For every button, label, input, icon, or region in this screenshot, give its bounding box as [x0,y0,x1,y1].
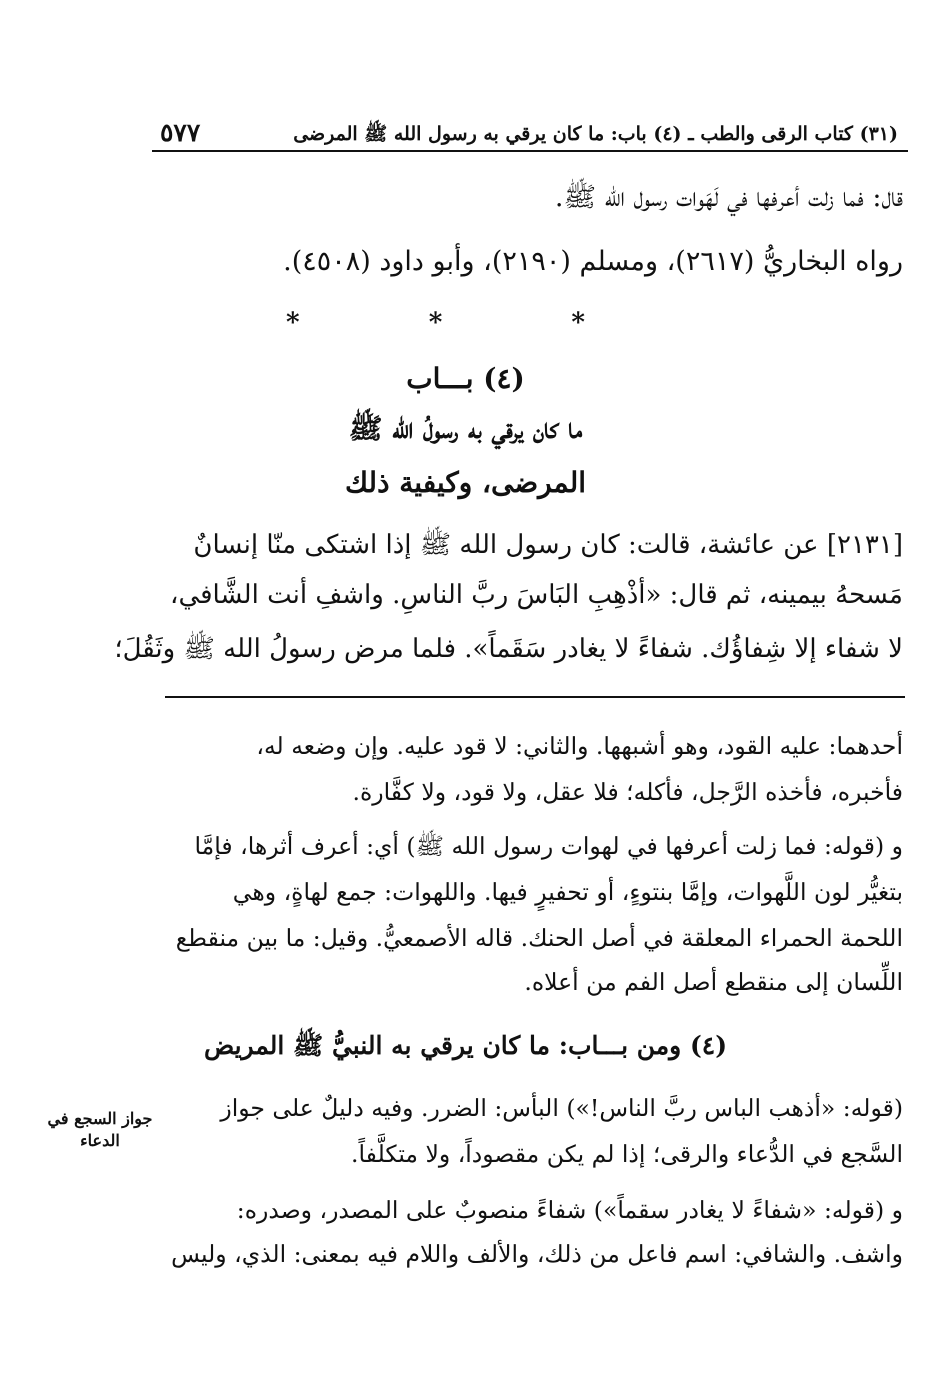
commentary-p2-line-2: بتغيُّر لون اللَّهوات، وإمَّا بنتوءٍ، أو تحفيرٍ فيها. واللهوات: جمع لهاةٍ، وهي [232,878,903,906]
header-rule [152,150,908,152]
commentary-p4-line-1: و (قوله: «شفاءً لا يغادر سقماً») شفاءً منصوبٌ على المصدر، وصدره: [236,1196,903,1224]
commentary-p3-line-2: السَّجع في الدُّعاء والرقى؛ إذا لم يكن مقصوداً، ولا متكلَّفاً. [351,1140,903,1168]
commentary-p4-line-2: واشف. والشافي: اسم فاعل من ذلك، والألف واللام فيه بمعنى: الذي، وليس [171,1240,903,1268]
commentary-p2-line-3: اللحمة الحمراء المعلقة في أصل الحنك. قاله الأصمعيُّ. وقيل: ما بين منقطع [175,924,903,952]
chapter-title-line-1: ما كان يرقي به رسولُ الله ﷺ [348,412,583,445]
running-header [152,112,908,152]
margin-note [40,1108,160,1152]
commentary-p2-line-4: اللِّسان إلى منقطع أصل الفم من أعلاه. [524,968,903,996]
chapter-number: (٤) بـــاب [406,362,525,395]
commentary-p1-line-2: فأخبره، فأخذه الرَّجل، فأكله؛ فلا عقل، ولا قود، ولا كفَّارة. [352,778,903,806]
commentary-p2-line-1: و (قوله: فما زلت أعرفها في لهوات رسول الله ﷺ) أي: أعرف أثرها، فإمَّا [194,832,903,860]
hadith-source-line: رواه البخاريُّ (٢٦١٧)، ومسلم (٢١٩٠)، وأبو داود (٤٥٠٨). [283,246,903,277]
hadith-continuation-line: قال: فما زلت أعرفها في لَهَوات رسول الله ﷺ. [554,182,903,213]
running-title: (٣١) كتاب الرقى والطب ـ (٤) باب: ما كان يرقي به رسول الله ﷺ المرضى [293,123,898,145]
commentary-p3-line-1: (قوله: «أذهب الباس ربَّ الناس!») البأس: الضرر. وفيه دليلٌ على جواز [220,1094,903,1122]
margin-note-line-2: الدعاء [80,1131,120,1150]
margin-note-line-1: جواز السجع في [47,1109,153,1128]
commentary-section-heading: (٤) ومن بـــاب: ما كان يرقي به النبيُّ ﷺ المريض [203,1031,728,1060]
hadith-text-line-1: [٢١٣١] عن عائشة، قالت: كان رسول الله ﷺ إذا اشتكى منّا إنسانٌ [193,530,903,560]
commentary-p1-line-1: أحدهما: عليه القود، وهو أشبهها. والثاني: لا قود عليه. وإن وضعه له، [256,732,903,760]
hadith-text-line-2: مَسحهُ بيمينه، ثم قال: «أذْهِبِ البَاسَ ربَّ الناسِ. واشفِ أنت الشَّافي، [170,580,903,610]
chapter-title-line-2: المرضى، وكيفية ذلك [344,466,587,499]
page-number: ٥٧٧ [160,118,201,147]
section-separator-stars: * * * [286,308,645,338]
hadith-text-line-3: لا شفاء إلا شِفاؤُك. شفاءً لا يغادر سَقَماً». فلما مرض رسولُ الله ﷺ وثَقُلَ؛ [114,634,903,664]
footnote-divider [165,696,905,698]
